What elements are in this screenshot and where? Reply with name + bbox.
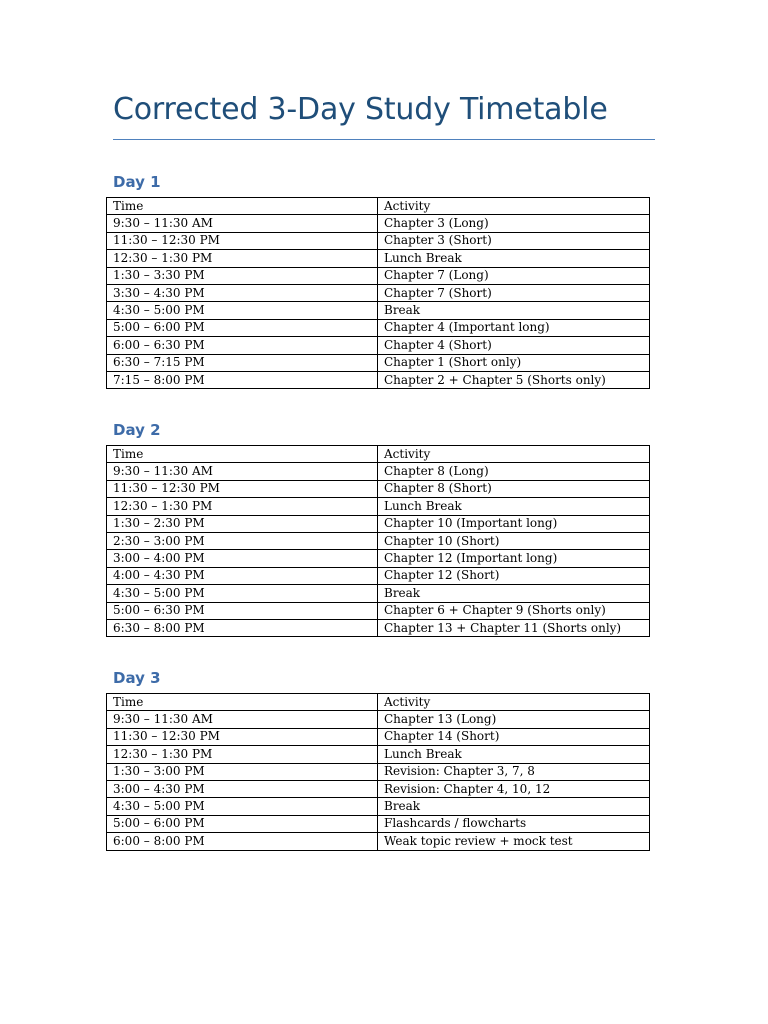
day-3-timetable [106,693,650,851]
time-cell: 9:30 – 11:30 AM [107,215,378,232]
activity-cell: Lunch Break [378,498,650,515]
activity-cell: Chapter 7 (Short) [378,284,650,301]
activity-cell: Chapter 7 (Long) [378,267,650,284]
column-header-activity: Activity [378,198,650,215]
activity-cell: Chapter 10 (Short) [378,532,650,549]
time-cell: 3:30 – 4:30 PM [107,284,378,301]
table-row [107,711,650,728]
column-header-activity: Activity [378,694,650,711]
document-title: Corrected 3-Day Study Timetable [113,92,608,127]
table-row [107,728,650,745]
activity-cell: Revision: Chapter 3, 7, 8 [378,763,650,780]
table-row [107,780,650,797]
table-row [107,337,650,354]
activity-cell: Chapter 3 (Long) [378,215,650,232]
time-cell: 6:00 – 8:00 PM [107,833,378,850]
table-row [107,498,650,515]
time-cell: 5:00 – 6:00 PM [107,815,378,832]
activity-cell: Chapter 13 + Chapter 11 (Shorts only) [378,619,650,636]
activity-cell: Chapter 6 + Chapter 9 (Shorts only) [378,602,650,619]
time-cell: 5:00 – 6:00 PM [107,319,378,336]
table-row [107,619,650,636]
activity-cell: Chapter 12 (Important long) [378,550,650,567]
activity-cell: Chapter 10 (Important long) [378,515,650,532]
table-row [107,567,650,584]
table-header-row [107,694,650,711]
table-row [107,815,650,832]
day-3-heading: Day 3 [113,669,161,687]
day-3-section [106,668,649,851]
day-2-heading: Day 2 [113,421,161,439]
time-cell: 12:30 – 1:30 PM [107,746,378,763]
time-cell: 1:30 – 2:30 PM [107,515,378,532]
time-cell: 6:30 – 8:00 PM [107,619,378,636]
activity-cell: Break [378,585,650,602]
table-row [107,371,650,388]
time-cell: 2:30 – 3:00 PM [107,532,378,549]
time-cell: 1:30 – 3:00 PM [107,763,378,780]
activity-cell: Chapter 2 + Chapter 5 (Shorts only) [378,371,650,388]
column-header-time: Time [107,694,378,711]
table-header-row [107,446,650,463]
activity-cell: Chapter 3 (Short) [378,232,650,249]
table-row [107,354,650,371]
time-cell: 12:30 – 1:30 PM [107,250,378,267]
day-2-timetable [106,445,650,637]
activity-cell: Chapter 1 (Short only) [378,354,650,371]
activity-cell: Chapter 14 (Short) [378,728,650,745]
time-cell: 7:15 – 8:00 PM [107,371,378,388]
day-1-section [106,172,649,389]
time-cell: 3:00 – 4:30 PM [107,780,378,797]
activity-cell: Chapter 12 (Short) [378,567,650,584]
day-1-timetable [106,197,650,389]
table-row [107,515,650,532]
activity-cell: Flashcards / flowcharts [378,815,650,832]
activity-cell: Revision: Chapter 4, 10, 12 [378,780,650,797]
day-1-heading: Day 1 [113,173,161,191]
table-row [107,550,650,567]
table-row [107,833,650,850]
day-2-section [106,420,649,637]
column-header-time: Time [107,198,378,215]
activity-cell: Chapter 8 (Short) [378,480,650,497]
time-cell: 1:30 – 3:30 PM [107,267,378,284]
column-header-activity: Activity [378,446,650,463]
time-cell: 6:30 – 7:15 PM [107,354,378,371]
table-row [107,746,650,763]
time-cell: 9:30 – 11:30 AM [107,463,378,480]
table-row [107,284,650,301]
time-cell: 4:30 – 5:00 PM [107,798,378,815]
table-row [107,585,650,602]
table-row [107,602,650,619]
time-cell: 11:30 – 12:30 PM [107,232,378,249]
table-row [107,250,650,267]
time-cell: 11:30 – 12:30 PM [107,480,378,497]
column-header-time: Time [107,446,378,463]
activity-cell: Chapter 4 (Short) [378,337,650,354]
time-cell: 5:00 – 6:30 PM [107,602,378,619]
time-cell: 4:30 – 5:00 PM [107,585,378,602]
activity-cell: Chapter 4 (Important long) [378,319,650,336]
table-row [107,302,650,319]
activity-cell: Weak topic review + mock test [378,833,650,850]
time-cell: 3:00 – 4:00 PM [107,550,378,567]
time-cell: 11:30 – 12:30 PM [107,728,378,745]
table-row [107,798,650,815]
time-cell: 6:00 – 6:30 PM [107,337,378,354]
activity-cell: Lunch Break [378,746,650,763]
activity-cell: Chapter 8 (Long) [378,463,650,480]
table-row [107,532,650,549]
activity-cell: Lunch Break [378,250,650,267]
time-cell: 4:30 – 5:00 PM [107,302,378,319]
table-row [107,267,650,284]
time-cell: 9:30 – 11:30 AM [107,711,378,728]
time-cell: 12:30 – 1:30 PM [107,498,378,515]
activity-cell: Break [378,798,650,815]
activity-cell: Break [378,302,650,319]
table-row [107,232,650,249]
table-row [107,215,650,232]
table-header-row [107,198,650,215]
activity-cell: Chapter 13 (Long) [378,711,650,728]
title-underline [113,139,655,140]
table-row [107,480,650,497]
table-row [107,463,650,480]
time-cell: 4:00 – 4:30 PM [107,567,378,584]
table-row [107,763,650,780]
table-row [107,319,650,336]
